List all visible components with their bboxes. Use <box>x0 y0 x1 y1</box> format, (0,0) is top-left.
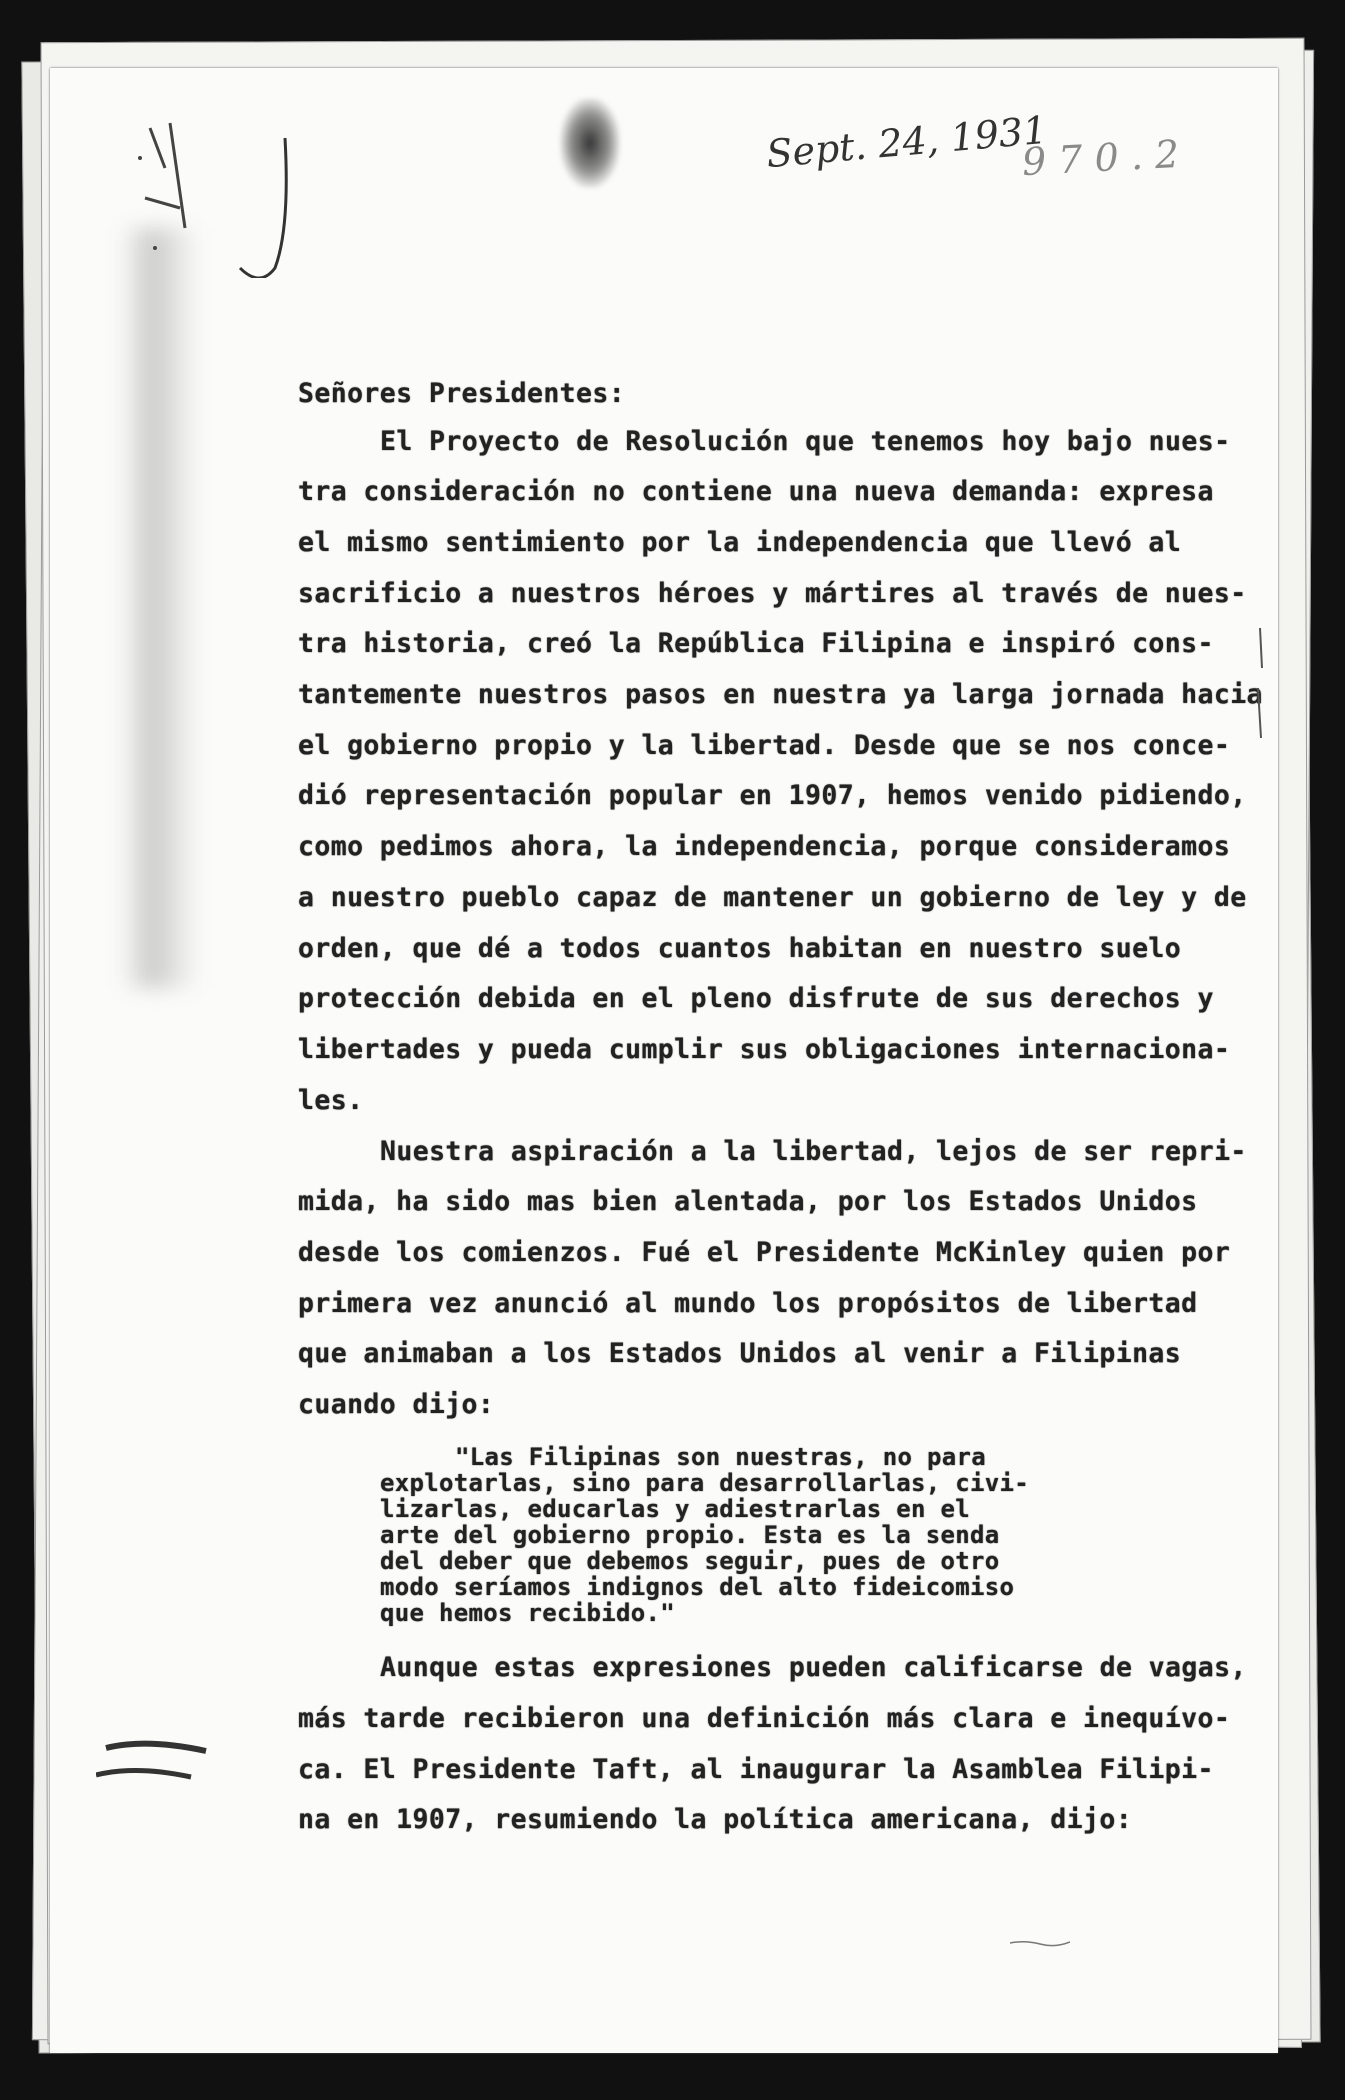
pencil-mark-icon <box>1010 1938 1070 1948</box>
paragraph-line: orden, que dé a todos cuantos habitan en nuestro suelo <box>298 933 1182 964</box>
paragraph-line: el mismo sentimiento por la independencia que llevó al <box>298 527 1182 558</box>
corner-scribble-icon <box>110 108 310 278</box>
paragraph-line: más tarde recibieron una definición más clara e inequívo- <box>298 1703 1231 1734</box>
paragraph-line: tra consideración no contiene una nueva demanda: expresa <box>298 476 1214 507</box>
paragraph-line: Nuestra aspiración a la libertad, lejos de ser repri- <box>380 1136 1247 1167</box>
paragraph-line: dió representación popular en 1907, hemos venido pidiendo, <box>298 780 1247 811</box>
reference-annotation: 9 7 0 . 2 <box>1020 131 1181 185</box>
paragraph-line: tantemente nuestros pasos en nuestra ya larga jornada hacia <box>298 679 1263 710</box>
paragraph-line: Aunque estas expresiones pueden calificarse de vagas, <box>380 1652 1247 1683</box>
paragraph-line: el gobierno propio y la libertad. Desde que se nos conce- <box>298 730 1231 761</box>
quote-line: explotarlas, sino para desarrollarlas, civi- <box>380 1469 1029 1497</box>
quote-line: del deber que debemos seguir, pues de otro <box>380 1547 1000 1575</box>
paragraph-line: ca. El Presidente Taft, al inaugurar la Asamblea Filipi- <box>298 1754 1214 1785</box>
paragraph-line: sacrificio a nuestros héroes y mártires al través de nues- <box>298 578 1247 609</box>
salutation: Señores Presidentes: <box>298 378 626 409</box>
paragraph-line: na en 1907, resumiendo la política americana, dijo: <box>298 1804 1133 1835</box>
quote-line: arte del gobierno propio. Esta es la senda <box>380 1521 1000 1549</box>
paragraph-line: a nuestro pueblo capaz de mantener un gobierno de ley y de <box>298 882 1247 913</box>
paragraph-line: libertades y pueda cumplir sus obligaciones internaciona- <box>298 1034 1231 1065</box>
margin-marks-icon <box>1250 628 1270 748</box>
quote-line: lizarlas, educarlas y adiestrarlas en el <box>380 1495 970 1523</box>
paragraph-line: protección debida en el pleno disfrute de sus derechos y <box>298 983 1214 1014</box>
document-page <box>50 68 1278 2053</box>
paragraph-line: que animaban a los Estados Unidos al venir a Filipinas <box>298 1338 1182 1369</box>
scan-smudge <box>120 228 200 988</box>
paragraph-line: como pedimos ahora, la independencia, porque consideramos <box>298 831 1231 862</box>
paragraph-line: El Proyecto de Resolución que tenemos hoy bajo nues- <box>380 426 1231 457</box>
paragraph-line: mida, ha sido mas bien alentada, por los Estados Unidos <box>298 1186 1198 1217</box>
paragraph-line: desde los comienzos. Fué el Presidente McKinley quien por <box>298 1237 1231 1268</box>
date-annotation: Sept. 24, 1931 <box>764 107 1049 177</box>
quote-line: que hemos recibido." <box>380 1599 675 1627</box>
staple-mark-icon <box>560 98 620 188</box>
ink-smear-icon <box>96 1733 216 1793</box>
paragraph-line: primera vez anunció al mundo los propósitos de libertad <box>298 1288 1198 1319</box>
quote-line: modo seríamos indignos del alto fideicomiso <box>380 1573 1015 1601</box>
paragraph-line: tra historia, creó la República Filipina e inspiró cons- <box>298 628 1214 659</box>
paragraph-line: cuando dijo: <box>298 1389 495 1420</box>
quote-line: "Las Filipinas son nuestras, no para <box>455 1443 986 1471</box>
paragraph-line: les. <box>298 1085 364 1116</box>
